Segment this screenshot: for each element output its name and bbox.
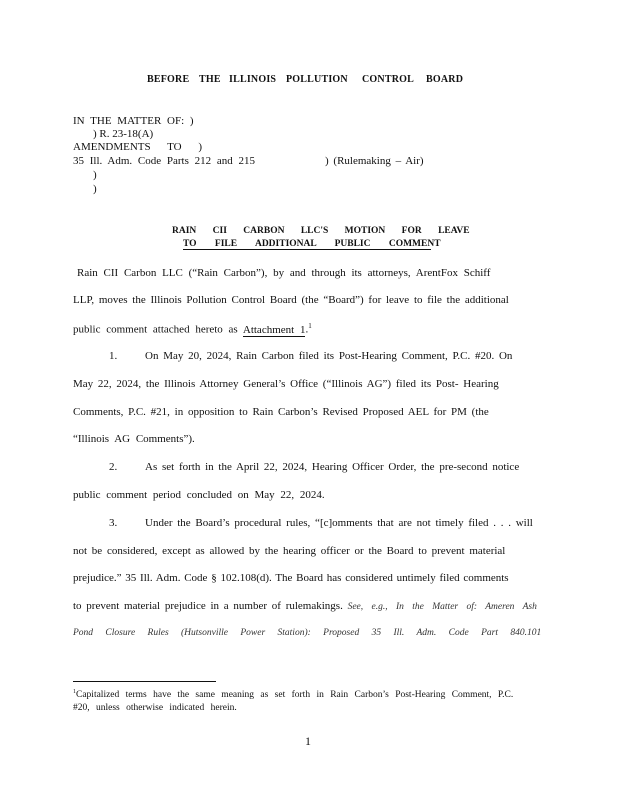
header-word: POLLUTION <box>286 74 348 85</box>
paragraph-line: Comments, P.C. #21, in opposition to Rain Carbon’s Revised Proposed AEL for PM (the <box>73 406 489 418</box>
paragraph-text: public comment attached hereto as <box>73 323 238 336</box>
attachment-link[interactable]: Attachment 1 <box>242 323 306 336</box>
paragraph-line: Rain CII Carbon LLC (“Rain Carbon”), by and through its attorneys, ArentFox Schiff <box>77 267 491 279</box>
paragraph-line: LLP, moves the Illinois Pollution Control Board (the “Board”) for leave to file the additional <box>73 294 509 306</box>
paragraph-line: prejudice.” 35 Ill. Adm. Code § 102.108(d). The Board has considered untimely filed comments <box>73 572 509 584</box>
caption-rulemaking: ) (Rulemaking – Air) <box>325 155 424 167</box>
caption-line: IN THE MATTER OF: ) <box>73 115 194 127</box>
motion-title: TO FILE ADDITIONAL PUBLIC COMMENT <box>183 239 441 249</box>
header-word: CONTROL <box>362 74 414 85</box>
footnote-divider <box>73 681 216 682</box>
paragraph-line <box>73 600 537 612</box>
paragraph-text: . <box>305 323 309 336</box>
citation-text: Pond Closure Rules (Hutsonville Power Station): Proposed 35 Ill. Adm. Code Part 840.101 <box>73 628 542 638</box>
header-word: ILLINOIS <box>229 74 277 85</box>
citation-text: See, e.g., In the Matter of: Ameren Ash <box>347 602 537 612</box>
caption-line: 35 Ill. Adm. Code Parts 212 and 215 <box>73 155 256 167</box>
paragraph-line: Under the Board’s procedural rules, “[c]omments that are not timely filed . . . will <box>145 517 533 529</box>
header-word: THE <box>199 74 221 85</box>
page-number: 1 <box>305 734 311 748</box>
caption-docket: ) R. 23-18(A) <box>93 128 154 140</box>
paragraph-text: to prevent material prejudice in a number of rulemakings. <box>73 600 343 612</box>
paragraph-line: As set forth in the April 22, 2024, Hearing Officer Order, the pre-second notice <box>145 461 520 473</box>
paragraph-line: “Illinois AG Comments”). <box>73 433 195 445</box>
motion-title: RAIN CII CARBON LLC'S MOTION FOR LEAVE <box>172 226 470 236</box>
paragraph-number: 3. <box>109 517 118 529</box>
caption-paren: ) <box>93 169 97 181</box>
footnote-line: #20, unless otherwise indicated herein. <box>73 703 237 713</box>
paragraph-line: public comment period concluded on May 22, 2024. <box>73 489 325 501</box>
footnote-text <box>73 689 513 700</box>
caption-line: AMENDMENTS TO ) <box>73 141 203 153</box>
header-word: BEFORE <box>147 74 190 85</box>
footnote-line: Capitalized terms have the same meaning as set forth in Rain Carbon’s Post-Hearing Comment, P.C. <box>76 690 514 701</box>
header-word: BOARD <box>426 74 464 85</box>
paragraph-line <box>73 322 312 336</box>
footnote-ref[interactable]: 1 <box>308 322 312 330</box>
paragraph-number: 1. <box>109 350 118 362</box>
caption-paren: ) <box>93 183 97 195</box>
paragraph-line: not be considered, except as allowed by the hearing officer or the Board to prevent material <box>73 545 506 557</box>
footnote-marker: 1 <box>73 689 76 695</box>
paragraph-line: May 22, 2024, the Illinois Attorney General’s Office (“Illinois AG”) filed its Post- Hearing <box>73 378 499 390</box>
paragraph-number: 2. <box>109 461 118 473</box>
paragraph-line: On May 20, 2024, Rain Carbon filed its Post-Hearing Comment, P.C. #20. On <box>145 350 513 362</box>
